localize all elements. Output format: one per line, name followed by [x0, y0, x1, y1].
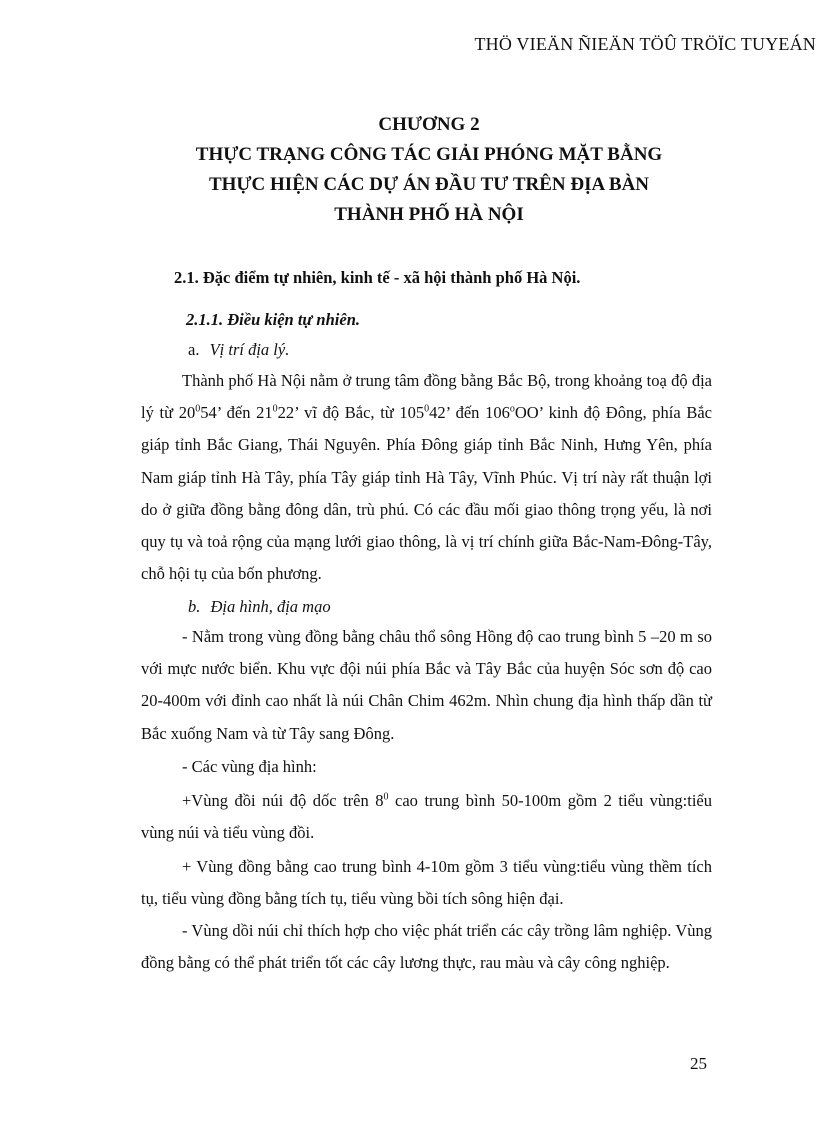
item-b-heading	[188, 597, 331, 617]
item-b-marker: b.	[188, 597, 201, 616]
paragraph-terrain: - Nằm trong vùng đồng bằng châu thổ sông Hồng độ cao trung bình 5 –20 m so với mực nước biển. Khu vực đội núi phía Bắc và Tây Bắc của huyện Sóc sơn độ cao 20-400m với đỉnh cao nhất là núi Chân Chim 462m. Nhìn chung địa hình thấp dần từ Bắc xuống Nam và từ Tây sang Đông.	[141, 627, 712, 743]
page-number: 25	[690, 1054, 707, 1073]
subsection-title: 2.1.1. Điều kiện tự nhiên.	[186, 310, 360, 329]
paragraph-plain-zone: + Vùng đồng bằng cao trung bình 4-10m gồm 3 tiểu vùng:tiểu vùng thềm tích tụ, tiểu vùng đồng bằng tích tụ, tiểu vùng bồi tích sông hiện đại.	[141, 857, 712, 909]
section-title: 2.1. Đặc điểm tự nhiên, kinh tế - xã hội thành phố Hà Nội.	[174, 268, 581, 287]
item-a-marker: a.	[188, 340, 200, 359]
paragraph-land-use: - Vùng dồi núi chỉ thích hợp cho việc phát triển các cây trồng lâm nghiệp. Vùng đồng bằng có thể phát triển tốt các cây lương thực, rau màu và cây công nghiệp.	[141, 921, 712, 973]
chapter-heading	[0, 110, 816, 230]
chapter-title-line-3: THÀNH PHỐ HÀ NỘI	[334, 204, 524, 225]
paragraph-terrain-zones: - Các vùng địa hình:	[182, 757, 317, 776]
item-b-title: Địa hình, địa mạo	[210, 597, 331, 616]
item-a-heading	[188, 340, 289, 360]
paragraph-hill-zone: +Vùng đồi núi độ dốc trên $8^0$ cao trung bình 50-100m gồm 2 tiểu vùng:tiểu vùng núi và tiểu vùng đồi.	[141, 791, 712, 843]
running-header: THÖ VIEÄN ÑIEÄN TÖÛ TRÖÏC TUYEÁN	[474, 34, 816, 54]
item-a-title: Vị trí địa lý.	[209, 340, 290, 359]
chapter-number: CHƯƠNG 2	[378, 114, 480, 135]
chapter-title-line-1: THỰC TRẠNG CÔNG TÁC GIẢI PHÓNG MẶT BẰNG	[195, 144, 663, 165]
chapter-title-line-2: THỰC HIỆN CÁC DỰ ÁN ĐẦU TƯ TRÊN ĐỊA BÀN	[208, 174, 650, 195]
paragraph-location: Thành phố Hà Nội nằm ở trung tâm đồng bằng Bắc Bộ, trong khoảng toạ độ địa lý từ $20^054$’ đến $21^022$’ vĩ độ Bắc, từ $105^042$’ đến 106$^o$OO’ kinh độ Đông, phía Bắc giáp tỉnh Bắc Giang, Thái Nguyên. Phía Đông giáp tỉnh Bắc Ninh, Hưng Yên, phía Nam giáp tỉnh Hà Tây, phía Tây giáp tỉnh Hà Tây, Vĩnh Phúc. Vị trí này rất thuận lợi do ở giữa đồng bằng đông dân, trù phú. Có các đầu mối giao thông trọng yếu, là nơi quy tụ và toả rộng của mạng lưới giao thông, là vị trí chính giữa Bắc-Nam-Đông-Tây, chỗ hội tụ của bốn phương.	[141, 371, 712, 584]
